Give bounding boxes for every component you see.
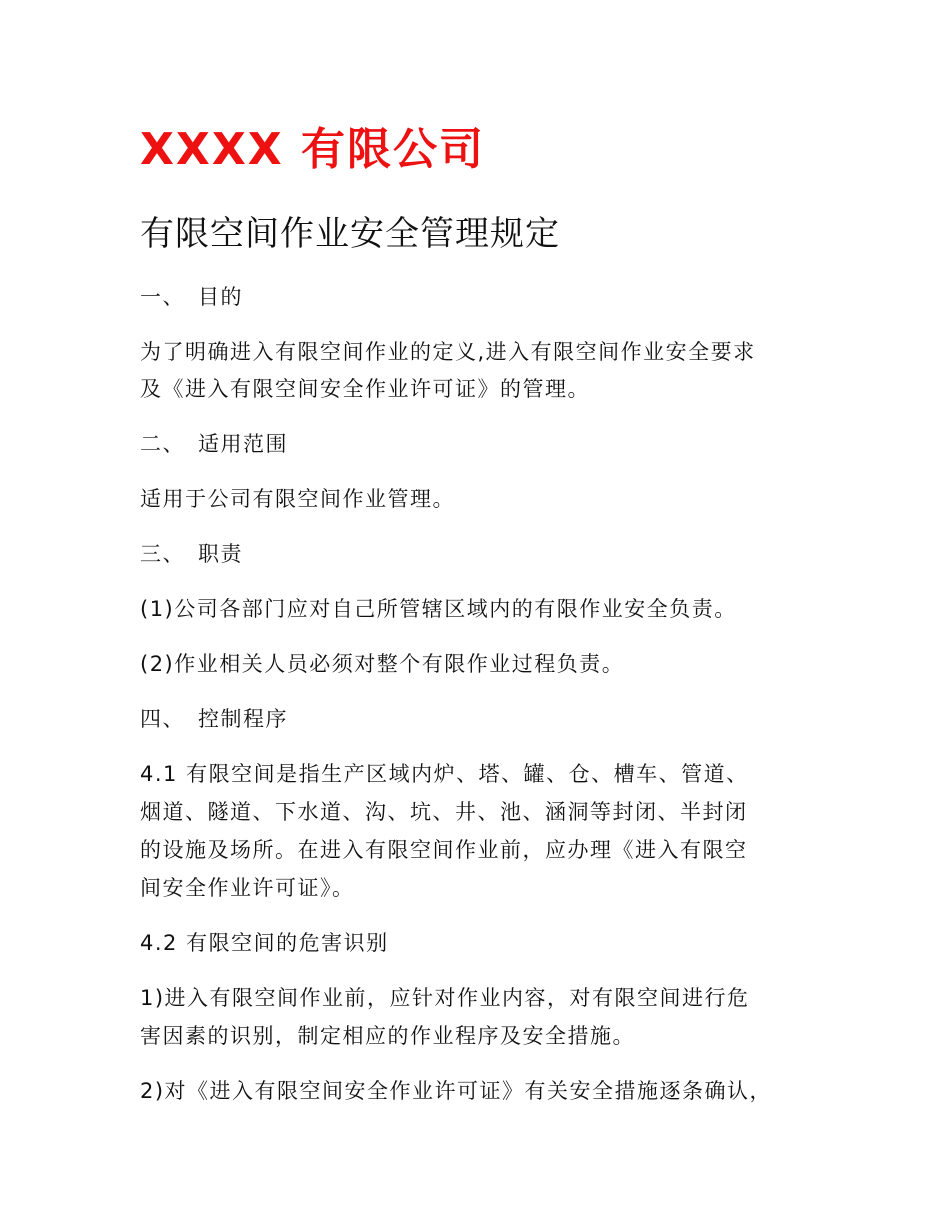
company-name: XXXX 有限公司 — [140, 124, 486, 175]
section-heading-scope — [140, 432, 288, 457]
section-label: 适用范围 — [198, 432, 288, 456]
section-label: 职责 — [198, 542, 243, 566]
paragraph-line: 间安全作业许可证》。 — [140, 876, 355, 900]
section-number: 一、 — [140, 285, 185, 309]
paragraph-line: 的设施及场所。在进入有限空间作业前，应办理《进入有限空 — [140, 838, 748, 862]
section-label: 控制程序 — [198, 707, 288, 731]
paragraph-line: 适用于公司有限空间作业管理。 — [140, 487, 455, 511]
section-heading-purpose — [140, 285, 243, 310]
paragraph-line: 1)进入有限空间作业前，应针对作业内容，对有限空间进行危 — [140, 986, 750, 1010]
paragraph-line: 4.2 有限空间的危害识别 — [140, 931, 389, 955]
paragraph-line: 及《进入有限空间安全作业许可证》的管理。 — [140, 377, 590, 401]
paragraph-line: (2)作业相关人员必须对整个有限作业过程负责。 — [140, 652, 625, 676]
paragraph-line: 为了明确进入有限空间作业的定义,进入有限空间作业安全要求 — [140, 340, 756, 364]
section-label: 目的 — [198, 285, 243, 309]
paragraph-line: 2)对《进入有限空间安全作业许可证》有关安全措施逐条确认， — [140, 1079, 773, 1103]
section-heading-responsibilities — [140, 542, 243, 567]
section-number: 三、 — [140, 542, 185, 566]
section-number: 二、 — [140, 432, 185, 456]
paragraph-line: (1)公司各部门应对自己所管辖区域内的有限作业安全负责。 — [140, 597, 737, 621]
paragraph-line: 烟道、隧道、下水道、沟、坑、井、池、涵洞等封闭、半封闭 — [140, 800, 748, 824]
paragraph-line: 4.1 有限空间是指生产区域内炉、塔、罐、仓、槽车、管道、 — [140, 762, 749, 786]
section-number: 四、 — [140, 707, 185, 731]
document-title: 有限空间作业安全管理规定 — [140, 214, 560, 254]
paragraph-line: 害因素的识别，制定相应的作业程序及安全措施。 — [140, 1024, 635, 1048]
section-heading-procedure — [140, 707, 288, 732]
